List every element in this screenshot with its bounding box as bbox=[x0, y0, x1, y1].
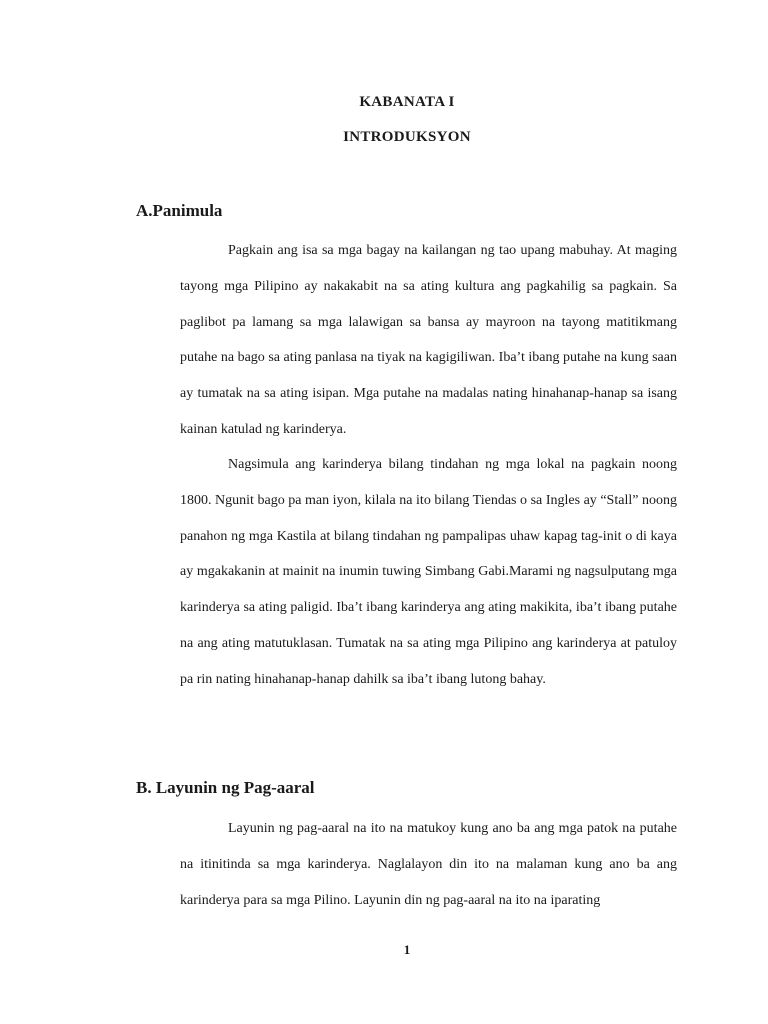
paragraph-layunin-1: Layunin ng pag-aaral na ito na matukoy kung ano ba ang mga patok na putahe na itinitinda sa mga karinderya. Naglalayon din ito na malaman kung ano ba ang karinderya para sa mga Pilino. Layunin din ng pag-aaral na ito na iparating bbox=[180, 821, 677, 908]
paragraph-panimula-2: Nagsimula ang karinderya bilang tindahan ng mga lokal na pagkain noong 1800. Ngunit bago pa man iyon, kilala na ito bilang Tiendas o sa Ingles ay “Stall” noong panahon ng mga Kastila at bilang tindahan ng pampalipas uhaw kapag tag-init o di kaya ay mgakakanin at mainit na inumin tuwing Simbang Gabi.Marami ng nagsulputang mga karinderya sa ating paligid. Iba’t ibang karinderya ang ating makikita, iba’t ibang putahe na ang ating matutuklasan. Tumatak na sa ating mga Pilipino ang karinderya at patuloy pa rin nating hinahanap-hanap dahilk sa iba’t ibang lutong bahay. bbox=[180, 457, 677, 687]
section-heading-layunin: B. Layunin ng Pag-aaral bbox=[136, 778, 315, 797]
chapter-title: INTRODUKSYON bbox=[343, 129, 471, 145]
chapter-label: KABANATA I bbox=[359, 94, 455, 110]
page-number: 1 bbox=[403, 942, 411, 957]
paragraph-panimula-1: Pagkain ang isa sa mga bagay na kailangan ng tao upang mabuhay. At maging tayong mga Pilipino ay nakakabit na sa ating kultura ang pagkahilig sa pagkain. Sa paglibot pa lamang sa mga lalawigan sa bansa ay mayroon na tayong matitikmang putahe na bago sa ating panlasa na tiyak na kagigiliwan. Iba’t ibang putahe na kung saan ay tumatak na sa ating isipan. Mga putahe na madalas nating hinahanap-hanap sa isang kainan katulad ng karinderya. bbox=[180, 243, 677, 437]
section-heading-panimula: A.Panimula bbox=[136, 201, 223, 220]
